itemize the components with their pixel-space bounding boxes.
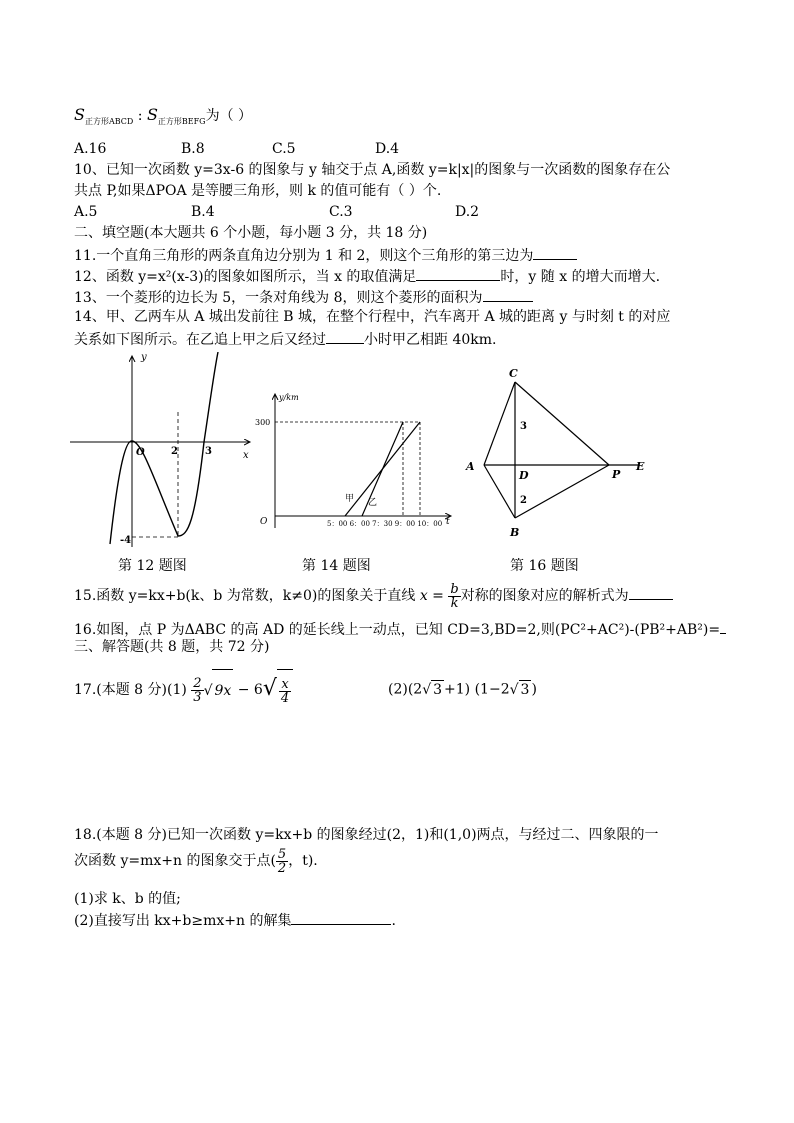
segment-ca <box>484 382 515 465</box>
fig12-caption: 第 12 题图 <box>118 558 187 574</box>
fig16-label-e: E <box>636 460 645 473</box>
q10-line1: 10、已知一次函数 y=3x-6 的图象与 y 轴交于点 A,函数 y=k|x|的图象与一次函数的图象存在公 <box>74 162 671 178</box>
q15-eq: x = <box>419 588 444 604</box>
fig12-label-x: x <box>243 450 249 461</box>
q17-rad2-den: 4 <box>280 690 290 706</box>
q13 <box>74 287 533 307</box>
segment-cp <box>515 382 609 465</box>
q17-frac-num: 2 <box>193 675 202 691</box>
q18-sub1: (1)求 k、b 的值; <box>74 891 181 907</box>
q12-text-b: 时，y 随 x 的增大而增大. <box>500 269 661 285</box>
q9-ratio-lhs-sub: 正方形ABCD <box>84 116 134 126</box>
q16 <box>74 619 726 639</box>
q17 <box>74 668 293 712</box>
q10-option-a: A.5 <box>74 204 98 220</box>
curve <box>110 352 218 544</box>
q17-rad1: 9x <box>212 669 233 712</box>
q12-text-a: 12、函数 y=x²(x-3)的图象如图所示，当 x 的取值满足 <box>74 269 417 285</box>
q9-suffix: 为（ ） <box>205 108 253 124</box>
q17-sqrt-x4: √ $\frac{x}{4}$ <box>263 668 293 712</box>
fig16-label-3: 3 <box>520 421 527 432</box>
q14-line2 <box>74 329 496 349</box>
q18-fraction <box>276 848 288 875</box>
q17-part2-sqrt2: √ 3 <box>509 682 530 698</box>
q17-part2-rad1: 3 <box>433 682 443 698</box>
figure-12 <box>70 352 260 547</box>
q18-answer-blank[interactable] <box>291 910 391 925</box>
q18-frac-num: 5 <box>277 846 287 862</box>
q10-option-c: C.3 <box>329 204 353 220</box>
q14-answer-blank[interactable] <box>326 329 364 344</box>
fig14-label-jia: 甲 <box>345 494 355 504</box>
fig14-caption: 第 14 题图 <box>302 558 371 574</box>
q17-part2-rad2: 3 <box>520 682 530 698</box>
q13-text: 13、一个菱形的边长为 5，一条对角线为 8，则这个菱形的面积为 <box>74 290 483 306</box>
q16-answer-blank[interactable] <box>720 619 726 634</box>
q17-part2 <box>388 680 537 699</box>
q13-answer-blank[interactable] <box>483 287 533 302</box>
q17-prefix: 17.(本题 8 分)(1) <box>74 682 187 698</box>
fig12-label-neg4: -4 <box>120 535 132 546</box>
q11 <box>74 245 577 265</box>
q18-sub2: (2)直接写出 kx+b≥mx+n 的解集 . <box>74 910 396 930</box>
q12-answer-blank[interactable] <box>416 266 500 281</box>
fig16-label-c: C <box>509 367 518 380</box>
fig14-label-300: 300 <box>255 418 271 427</box>
fig12-label-2: 2 <box>171 446 178 457</box>
q11-answer-blank[interactable] <box>533 245 577 260</box>
q17-frac-den: 3 <box>193 689 202 705</box>
q15-frac-num: b <box>450 581 459 597</box>
q17-part2-prefix: (2)(2 <box>388 681 423 698</box>
q17-rad2-fraction <box>279 678 291 705</box>
q17-part2-end: ) <box>531 681 537 698</box>
q14-line1: 14、甲、乙两车从 A 城出发前往 B 城，在整个行程中，汽车离开 A 城的距离 y 与时刻 t 的对应 <box>74 309 671 325</box>
section3-heading: 三、解答题(共 8 题，共 72 分) <box>74 639 270 655</box>
q18-line2 <box>74 846 318 876</box>
q9-ratio-rhs-sub: 正方形BEFG <box>157 116 206 126</box>
q10-option-d: D.2 <box>455 204 480 220</box>
q14-text-a: 关系如下图所示。在乙追上甲之后又经过 <box>74 332 326 348</box>
q9-option-c: C.5 <box>272 141 296 157</box>
q9-option-d: D.4 <box>375 141 400 157</box>
section2-heading: 二、填空题(本大题共 6 个小题，每小题 3 分，共 18 分) <box>74 225 428 241</box>
fig16-label-b: B <box>510 526 520 539</box>
q16-text: 16.如图，点 P 为ΔABC 的高 AD 的延长线上一动点，已知 CD=3,BD=2,则(PC²+AC²)-(PB²+AB²)= <box>74 622 721 638</box>
q17-minus: − 6 <box>233 682 263 698</box>
segment-bp <box>515 465 609 518</box>
fig16-label-d: D <box>519 469 529 482</box>
q9-option-a: A.16 <box>74 141 107 157</box>
fig14-label-y: y/km <box>279 393 299 402</box>
q17-fraction <box>191 677 203 704</box>
fig12-label-y: y <box>141 352 147 363</box>
fig12-label-3: 3 <box>205 446 212 457</box>
q9-option-b: B.8 <box>181 141 205 157</box>
q18-frac-den: 2 <box>277 860 287 876</box>
q14-text-b: 小时甲乙相距 40km. <box>364 332 497 348</box>
q10-option-b: B.4 <box>191 204 215 220</box>
q15-text-a: 15.函数 y=kx+b(k、b 为常数，k≠0)的图象关于直线 <box>74 588 416 604</box>
fig16-label-2: 2 <box>520 495 527 506</box>
fig16-label-a: A <box>466 460 475 473</box>
q17-part2-mid: +1) (1−2 <box>444 681 510 698</box>
q18-line2a: 次函数 y=mx+n 的图象交于点( <box>74 853 276 869</box>
q10-line2: 共点 P,如果ΔPOA 是等腰三角形，则 k 的值可能有（ ）个. <box>74 183 442 199</box>
q15-fraction <box>448 583 460 610</box>
figure-14 <box>255 388 455 538</box>
fig14-label-yi: 乙 <box>368 498 378 508</box>
q15-frac-den: k <box>448 596 460 610</box>
q15-answer-blank[interactable] <box>629 585 673 600</box>
q12 <box>74 266 660 286</box>
q18-line2b: ，t). <box>288 853 318 869</box>
q17-rad2-num: x <box>281 676 289 692</box>
q17-sqrt-9x: √ 9x <box>204 669 234 712</box>
q17-part2-sqrt1: √ 3 <box>422 682 443 698</box>
q11-text: 11.一个直角三角形的两条直角边分别为 1 和 2，则这个三角形的第三边为 <box>74 248 534 264</box>
fig16-caption: 第 16 题图 <box>510 558 579 574</box>
figure-16 <box>462 362 662 542</box>
q15-text-b: 对称的图象对应的解析式为 <box>460 588 629 604</box>
fig14-label-ticks: 5：00 6：00 7：30 9：00 10：00 <box>327 520 443 528</box>
segment-ab <box>484 465 515 518</box>
fig14-label-origin: O <box>260 517 268 527</box>
q15 <box>74 582 673 610</box>
fig14-label-t: t <box>446 517 450 527</box>
fig16-label-p: P <box>612 468 621 481</box>
fig12-label-origin: O <box>136 447 145 458</box>
q18-line1: 18.(本题 8 分)已知一次函数 y=kx+b 的图象经过(2，1)和(1,0)两点，与经过二、四象限的一 <box>74 827 659 843</box>
q9-ratio-line: $S_{正方形ABCD}$ : $S_{正方形BEFG}$为（ ） <box>74 105 253 126</box>
q18-sub2-text: (2)直接写出 kx+b≥mx+n 的解集 <box>74 913 292 929</box>
